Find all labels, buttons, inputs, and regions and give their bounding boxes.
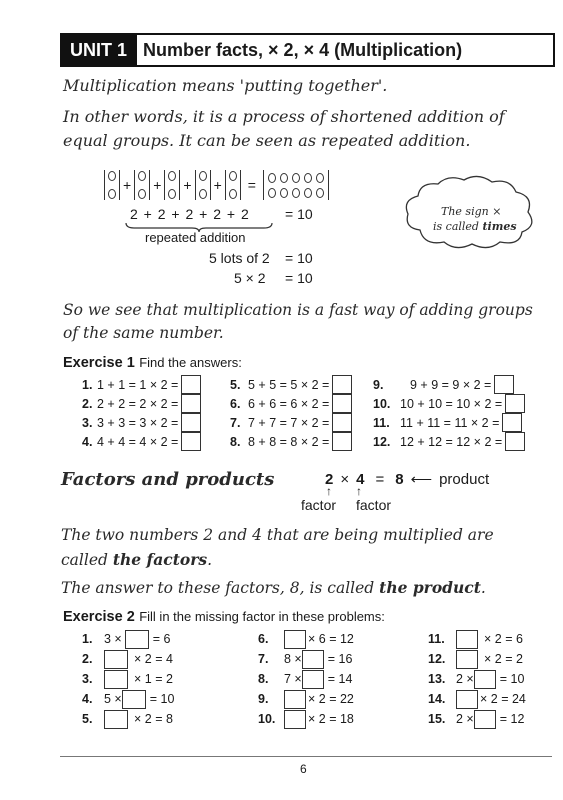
cloud-text: is called <box>433 220 483 233</box>
up-arrow-icon: ↑ <box>326 484 332 498</box>
factor-b: 4 <box>356 470 365 488</box>
up-arrow-icon: ↑ <box>356 484 362 498</box>
exercise-2-item <box>428 669 526 689</box>
answer-box[interactable] <box>332 413 352 432</box>
intro-line-2: In other words, it is a process of shortened addition of <box>63 107 505 126</box>
exercise-2-item <box>258 689 354 709</box>
left-arrow-icon: ⟵ <box>410 471 433 488</box>
group-of-two <box>134 170 150 200</box>
item-number: 8. <box>258 672 269 686</box>
item-number: 5. <box>230 377 241 392</box>
exercise-2-col-3 <box>428 629 526 729</box>
exercise-1-item <box>230 432 352 451</box>
plus-sign: + <box>213 177 222 193</box>
unit-header <box>60 33 555 67</box>
repeated-sum: 2 + 2 + 2 + 2 + 2 <box>130 206 249 222</box>
item-suffix: × 2 = 6 <box>484 632 523 646</box>
unit-label: UNIT 1 <box>62 35 135 65</box>
item-question: 3 + 3 = 3 × 2 = <box>97 415 179 430</box>
item-number: 2. <box>82 652 93 666</box>
item-question: 4 + 4 = 4 × 2 = <box>97 434 179 449</box>
item-question: 9 + 9 = 9 × 2 = <box>410 377 492 392</box>
missing-factor-box[interactable] <box>125 630 149 649</box>
answer-box[interactable] <box>181 432 201 451</box>
item-number: 9. <box>373 377 384 392</box>
item-number: 15. <box>428 712 446 726</box>
exercise-2-item <box>258 629 354 649</box>
exercise-1-item <box>373 413 525 432</box>
item-suffix: = 6 <box>152 632 171 646</box>
item-suffix: × 2 = 2 <box>484 652 523 666</box>
text: . <box>207 551 213 569</box>
plus-sign: + <box>153 177 162 193</box>
summary-line-1: So we see that multiplication is a fast way of adding groups <box>63 301 533 319</box>
item-number: 11. <box>373 415 390 430</box>
missing-factor-box[interactable] <box>474 670 496 689</box>
exercise-2-item <box>428 649 526 669</box>
missing-factor-box[interactable] <box>104 670 128 689</box>
exercise-1-item <box>82 375 201 394</box>
item-suffix: × 1 = 2 <box>134 672 173 686</box>
item-number: 12. <box>373 434 391 449</box>
item-number: 11. <box>428 632 445 646</box>
cloud-bold-word: times <box>482 220 517 233</box>
exercise-2-instruction: Fill in the missing factor in these problems: <box>139 609 385 624</box>
item-number: 3. <box>82 415 93 430</box>
exercise-1-title: Exercise 1 <box>63 355 135 371</box>
exercise-1-col-1 <box>82 375 201 451</box>
footer-rule <box>60 756 552 757</box>
answer-box[interactable] <box>505 394 525 413</box>
missing-factor-box[interactable] <box>122 690 146 709</box>
factor-equation <box>325 470 489 488</box>
answer-box[interactable] <box>505 432 525 451</box>
missing-factor-box[interactable] <box>104 710 128 729</box>
exercise-1-item <box>82 394 201 413</box>
item-number: 2. <box>82 396 93 411</box>
missing-factor-box[interactable] <box>284 630 306 649</box>
missing-factor-box[interactable] <box>284 690 306 709</box>
answer-box[interactable] <box>332 375 352 394</box>
exercise-1-col-3 <box>373 375 525 451</box>
intro-line-3: equal groups. It can be seen as repeated addition. <box>63 131 471 150</box>
item-question: 8 + 8 = 8 × 2 = <box>248 434 330 449</box>
exercise-1-instruction: Find the answers: <box>139 355 242 370</box>
plus-sign: + <box>123 177 132 193</box>
plus-sign: + <box>183 177 192 193</box>
missing-factor-box[interactable] <box>456 630 478 649</box>
missing-factor-box[interactable] <box>302 650 324 669</box>
item-number: 9. <box>258 692 269 706</box>
answer-box[interactable] <box>181 375 201 394</box>
cloud-line-2 <box>433 220 517 233</box>
item-number: 3. <box>82 672 93 686</box>
factors-line-3 <box>61 578 486 597</box>
exercise-2-item <box>258 649 354 669</box>
item-number: 10. <box>373 396 391 411</box>
exercise-1-item <box>82 432 201 451</box>
product-label: product <box>439 470 490 488</box>
exercise-1-heading <box>63 354 242 372</box>
product-value: 8 <box>395 470 404 488</box>
item-number: 13. <box>428 672 446 686</box>
exercise-2-item <box>258 669 354 689</box>
item-suffix: × 2 = 8 <box>134 712 173 726</box>
groups-diagram <box>104 170 329 200</box>
exercise-1-item <box>230 413 352 432</box>
item-question: 11 + 11 = 11 × 2 = <box>400 415 500 430</box>
item-suffix: × 2 = 18 <box>308 712 354 726</box>
factors-heading: Factors and products <box>61 469 275 490</box>
times-result: = 10 <box>285 270 313 286</box>
item-suffix: = 10 <box>149 692 175 706</box>
bold-term: the product <box>379 578 481 597</box>
equals-sign: = <box>375 470 385 488</box>
item-suffix: × 2 = 4 <box>134 652 173 666</box>
exercise-2-heading <box>63 608 385 626</box>
factor-a: 2 <box>325 470 334 488</box>
item-prefix: 8 × <box>284 652 302 666</box>
factors-line-1: The two numbers 2 and 4 that are being multiplied are <box>61 526 494 544</box>
item-suffix: = 16 <box>327 652 353 666</box>
times-sign: × <box>340 470 350 488</box>
unit-title: Number facts, × 2, × 4 (Multiplication) <box>135 35 468 65</box>
group-of-two <box>225 170 241 200</box>
item-suffix: = 14 <box>327 672 353 686</box>
group-of-two <box>195 170 211 200</box>
repeated-addition-label: repeated addition <box>145 230 246 245</box>
exercise-2-item <box>82 669 174 689</box>
answer-box[interactable] <box>494 375 514 394</box>
page-number: 6 <box>300 762 307 776</box>
item-question: 10 + 10 = 10 × 2 = <box>400 396 503 411</box>
exercise-2-item <box>82 629 174 649</box>
item-prefix: 5 × <box>104 692 122 706</box>
item-suffix: × 2 = 24 <box>480 692 526 706</box>
repeated-sum-result: = 10 <box>285 206 313 222</box>
exercise-1-item <box>230 375 352 394</box>
missing-factor-box[interactable] <box>474 710 496 729</box>
item-suffix: × 2 = 22 <box>308 692 354 706</box>
group-of-ten <box>263 170 329 200</box>
exercise-2-item <box>428 689 526 709</box>
item-prefix: 3 × <box>104 632 122 646</box>
item-suffix: = 12 <box>499 712 525 726</box>
item-number: 7. <box>230 415 241 430</box>
exercise-2-title: Exercise 2 <box>63 609 135 625</box>
equals-sign: = <box>247 177 256 193</box>
missing-factor-box[interactable] <box>104 650 128 669</box>
item-number: 6. <box>230 396 241 411</box>
exercise-2-item <box>428 629 526 649</box>
exercise-2-item <box>82 689 174 709</box>
exercise-1-item <box>373 432 525 451</box>
item-suffix: = 10 <box>499 672 525 686</box>
item-number: 1. <box>82 377 93 392</box>
item-number: 7. <box>258 652 269 666</box>
exercise-1-item <box>82 413 201 432</box>
bold-term: the factors <box>112 550 208 569</box>
item-number: 10. <box>258 712 276 726</box>
missing-factor-box[interactable] <box>284 710 306 729</box>
exercise-1-item <box>373 394 525 413</box>
item-question: 12 + 12 = 12 × 2 = <box>400 434 503 449</box>
item-number: 4. <box>82 692 93 706</box>
item-question: 1 + 1 = 1 × 2 = <box>97 377 179 392</box>
item-number: 8. <box>230 434 241 449</box>
item-number: 1. <box>82 632 93 646</box>
missing-factor-box[interactable] <box>456 650 478 669</box>
lots-result: = 10 <box>285 250 313 266</box>
answer-box[interactable] <box>181 413 201 432</box>
text: called <box>61 551 113 569</box>
text: . <box>480 579 486 597</box>
group-of-two <box>164 170 180 200</box>
answer-box[interactable] <box>332 394 352 413</box>
answer-box[interactable] <box>181 394 201 413</box>
item-prefix: 2 × <box>456 672 474 686</box>
item-question: 6 + 6 = 6 × 2 = <box>248 396 330 411</box>
lots-label: 5 lots of 2 <box>209 250 270 266</box>
exercise-2-item <box>258 709 354 729</box>
item-prefix: 7 × <box>284 672 302 686</box>
times-label: 5 × 2 <box>234 270 266 286</box>
item-number: 6. <box>258 632 269 646</box>
item-question: 7 + 7 = 7 × 2 = <box>248 415 330 430</box>
factors-line-2 <box>61 550 212 569</box>
exercise-2-item <box>82 649 174 669</box>
exercise-2-col-2 <box>258 629 354 729</box>
item-prefix: 2 × <box>456 712 474 726</box>
group-of-two <box>104 170 120 200</box>
factor-label: factor <box>301 497 337 513</box>
intro-line-1: Multiplication means 'putting together'. <box>63 76 388 95</box>
cloud-line-1: The sign × <box>441 205 502 218</box>
item-number: 4. <box>82 434 93 449</box>
summary-line-2: of the same number. <box>63 324 224 342</box>
answer-box[interactable] <box>332 432 352 451</box>
exercise-2-item <box>82 709 174 729</box>
text: The answer to these factors, 8, is called <box>61 579 380 597</box>
exercise-1-col-2 <box>230 375 352 451</box>
answer-box[interactable] <box>502 413 522 432</box>
item-question: 5 + 5 = 5 × 2 = <box>248 377 330 392</box>
exercise-1-item <box>230 394 352 413</box>
item-number: 12. <box>428 652 446 666</box>
item-question: 2 + 2 = 2 × 2 = <box>97 396 179 411</box>
missing-factor-box[interactable] <box>456 690 478 709</box>
exercise-2-item <box>428 709 526 729</box>
factor-label: factor <box>356 497 392 513</box>
item-number: 5. <box>82 712 93 726</box>
item-number: 14. <box>428 692 446 706</box>
exercise-2-col-1 <box>82 629 174 729</box>
item-suffix: × 6 = 12 <box>308 632 354 646</box>
exercise-1-item <box>373 375 525 394</box>
missing-factor-box[interactable] <box>302 670 324 689</box>
